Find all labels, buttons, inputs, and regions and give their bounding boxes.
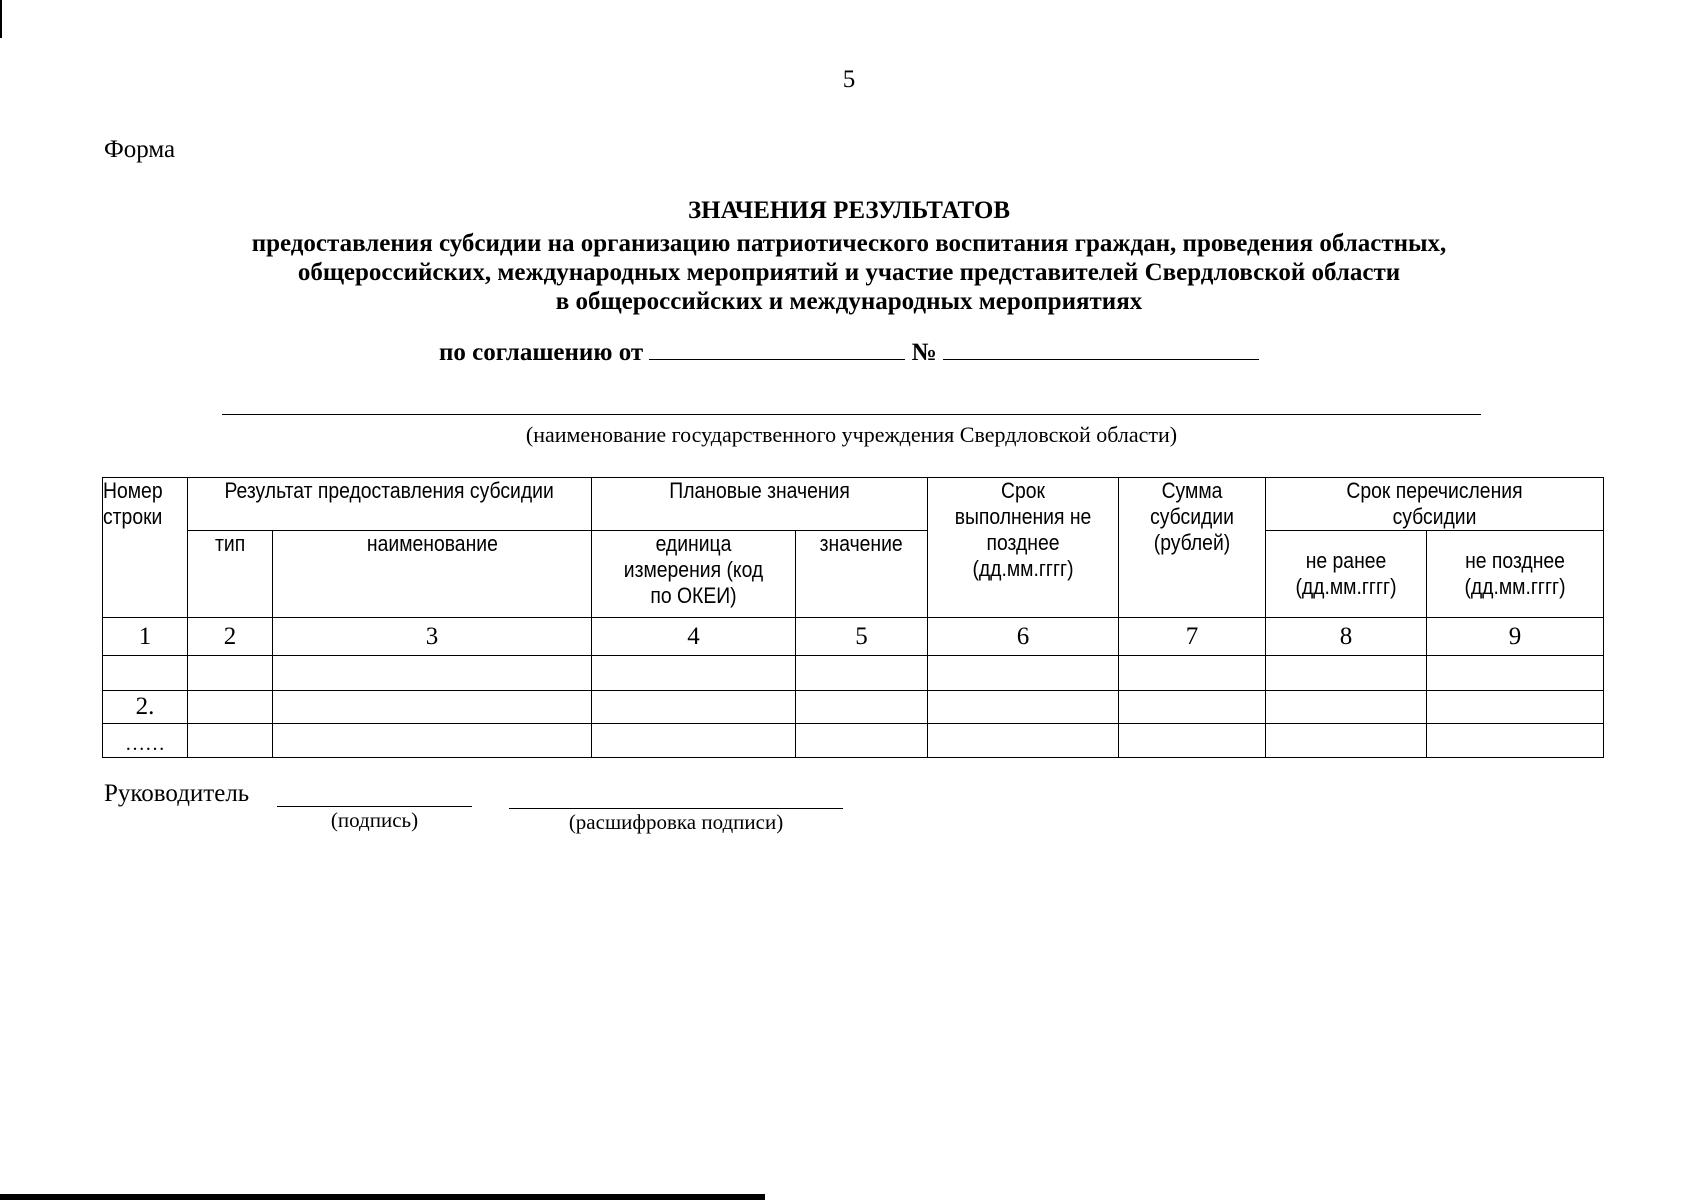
scan-edge-mark bbox=[0, 0, 2, 38]
header-amount: Сумма субсидии (рублей) bbox=[1119, 478, 1266, 618]
document-subtitle-line-1: предоставления субсидии на организацию патриотического воспитания граждан, проведения областных, bbox=[251, 230, 1447, 257]
head-signature-label: Руководитель bbox=[104, 780, 250, 807]
agreement-prefix: по соглашению от bbox=[438, 339, 644, 366]
results-table bbox=[102, 477, 1604, 758]
organization-name-field[interactable] bbox=[222, 414, 1481, 415]
column-number: 3 bbox=[273, 618, 592, 656]
table-cell[interactable] bbox=[188, 691, 273, 724]
header-transfer: Срок перечисления субсидии bbox=[1266, 478, 1604, 531]
table-cell[interactable] bbox=[928, 656, 1119, 691]
header-name: наименование bbox=[273, 531, 592, 618]
table-cell[interactable] bbox=[1119, 724, 1266, 758]
row-number: …… bbox=[103, 724, 188, 758]
table-row bbox=[103, 724, 1604, 758]
agreement-number-sign: № bbox=[911, 339, 937, 366]
table-cell[interactable] bbox=[928, 724, 1119, 758]
table-cell[interactable] bbox=[928, 691, 1119, 724]
column-number: 7 bbox=[1119, 618, 1266, 656]
table-cell[interactable] bbox=[273, 656, 592, 691]
column-number: 5 bbox=[796, 618, 928, 656]
column-number: 4 bbox=[592, 618, 796, 656]
agreement-line bbox=[0, 337, 1698, 367]
column-number: 8 bbox=[1266, 618, 1427, 656]
table-cell[interactable] bbox=[1266, 724, 1427, 758]
table-cell[interactable] bbox=[796, 724, 928, 758]
header-planned: Плановые значения bbox=[592, 478, 928, 531]
header-not-after: не позднее (дд.мм.гггг) bbox=[1427, 531, 1604, 618]
header-type: тип bbox=[188, 531, 273, 618]
header-not-before: не ранее (дд.мм.гггг) bbox=[1266, 531, 1427, 618]
signature-caption: (подпись) bbox=[330, 808, 419, 832]
header-unit: единица измерения (код по ОКЕИ) bbox=[592, 531, 796, 618]
table-cell[interactable] bbox=[592, 691, 796, 724]
agreement-date-field[interactable] bbox=[649, 337, 905, 360]
page-number: 5 bbox=[842, 66, 856, 93]
table-cell[interactable] bbox=[273, 691, 592, 724]
table-cell[interactable] bbox=[1427, 656, 1604, 691]
table-cell[interactable] bbox=[796, 691, 928, 724]
table-row bbox=[103, 691, 1604, 724]
row-number bbox=[103, 656, 188, 691]
header-value: значение bbox=[796, 531, 928, 618]
signature-decode-field[interactable] bbox=[509, 808, 843, 809]
header-deadline: Срок выполнения не позднее (дд.мм.гггг) bbox=[928, 478, 1119, 618]
table-cell[interactable] bbox=[1119, 691, 1266, 724]
table-cell[interactable] bbox=[1427, 691, 1604, 724]
table-cell[interactable] bbox=[1266, 691, 1427, 724]
table-cell[interactable] bbox=[1427, 724, 1604, 758]
table-cell[interactable] bbox=[796, 656, 928, 691]
agreement-number-field[interactable] bbox=[943, 337, 1259, 360]
signature-decode-caption: (расшифровка подписи) bbox=[568, 810, 784, 834]
document-subtitle-line-2: общероссийских, международных мероприятий и участие представителей Свердловской области bbox=[297, 259, 1401, 286]
header-result: Результат предоставления субсидии bbox=[188, 478, 592, 531]
table-row bbox=[103, 656, 1604, 691]
table-cell[interactable] bbox=[273, 724, 592, 758]
organization-caption: (наименование государственного учреждения Свердловской области) bbox=[525, 422, 1178, 447]
table-cell[interactable] bbox=[1266, 656, 1427, 691]
table-cell[interactable] bbox=[1119, 656, 1266, 691]
scan-bottom-edge bbox=[0, 1194, 765, 1200]
form-label: Форма bbox=[104, 136, 176, 163]
document-subtitle-line-3: в общероссийских и международных мероприятиях bbox=[555, 288, 1143, 315]
header-row-number: Номер строки bbox=[103, 478, 188, 618]
column-number: 6 bbox=[928, 618, 1119, 656]
table-cell[interactable] bbox=[188, 724, 273, 758]
table-cell[interactable] bbox=[188, 656, 273, 691]
document-title: ЗНАЧЕНИЯ РЕЗУЛЬТАТОВ bbox=[687, 197, 1011, 224]
column-number-row bbox=[103, 618, 1604, 656]
column-number: 1 bbox=[103, 618, 188, 656]
table-cell[interactable] bbox=[592, 656, 796, 691]
table-cell[interactable] bbox=[592, 724, 796, 758]
column-number: 9 bbox=[1427, 618, 1604, 656]
row-number: 2. bbox=[103, 691, 188, 724]
signature-field[interactable] bbox=[277, 806, 472, 807]
column-number: 2 bbox=[188, 618, 273, 656]
